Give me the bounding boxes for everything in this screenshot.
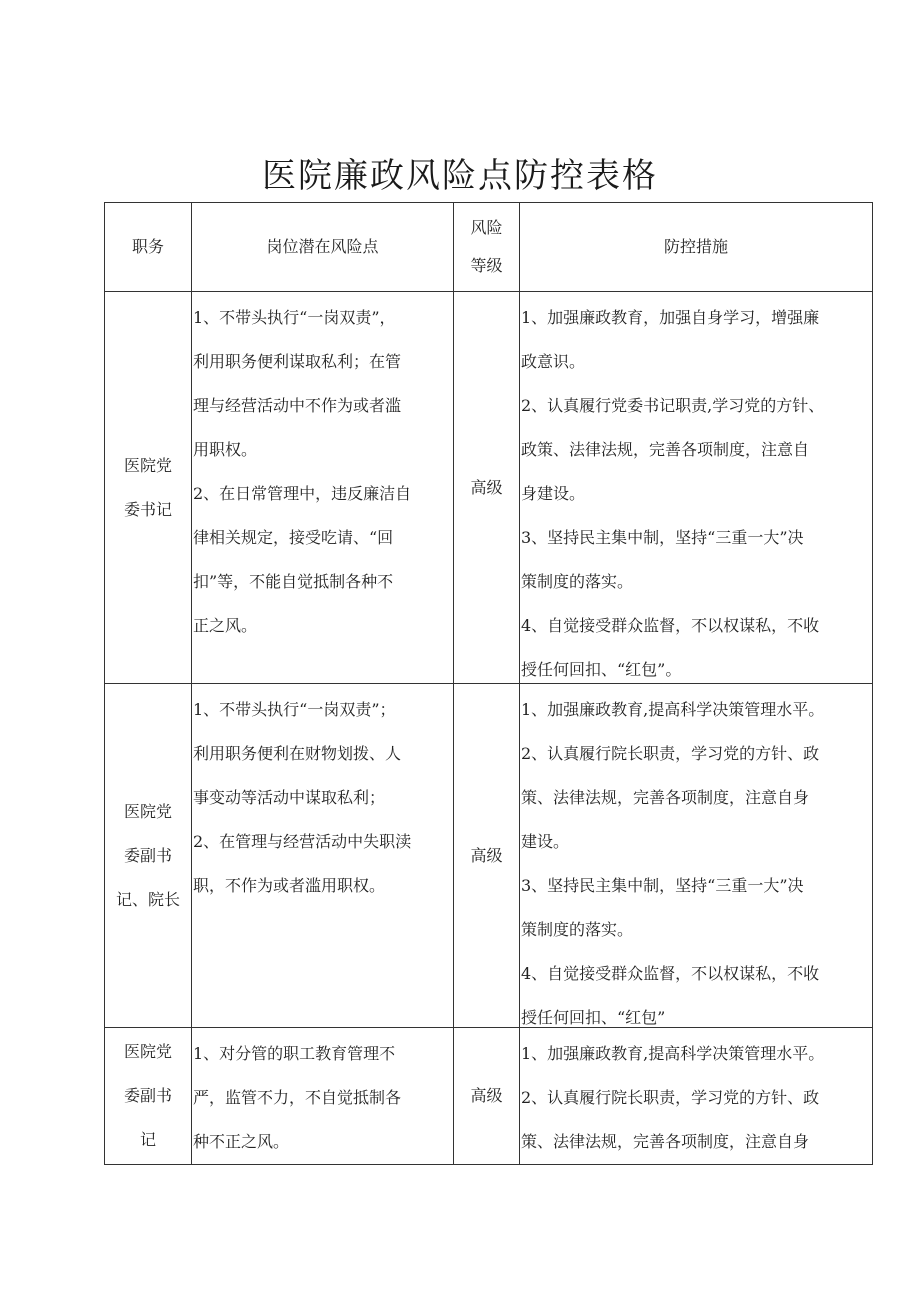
row2-measure-line: 授任何回扣、“红包”	[521, 1008, 666, 1027]
row1-measures	[520, 292, 873, 684]
row2-measures	[520, 684, 873, 1028]
header-risk-points-label: 岗位潜在风险点	[266, 237, 379, 256]
row1-risk-line: 2、在日常管理中，违反廉洁自	[193, 484, 412, 503]
row3-measures	[520, 1028, 873, 1165]
row2-risk-line: 职，不作为或者滥用职权。	[193, 876, 386, 895]
row1-measure-line: 4、自觉接受群众监督，不以权谋私，不收	[521, 616, 820, 635]
row1-risk-line: 1、不带头执行“一岗双责”，	[193, 308, 396, 327]
row2-measure-line: 策制度的落实。	[521, 920, 634, 939]
header-risk-level	[454, 203, 520, 292]
row2-measure-line: 1、加强廉政教育,提高科学决策管理水平。	[521, 700, 825, 719]
row2-position-line: 医院党	[123, 801, 172, 821]
row1-measure-line: 3、坚持民主集中制，坚持“三重一大”决	[521, 528, 804, 547]
row2-risk-level	[454, 684, 520, 1028]
row2-measure-line: 4、自觉接受群众监督，不以权谋私，不收	[521, 964, 820, 983]
risk-control-table	[104, 202, 873, 1165]
row1-risk-line: 正之风。	[193, 616, 258, 635]
row3-position	[105, 1028, 192, 1165]
row1-risk-line: 律相关规定，接受吃请、“回	[193, 528, 394, 547]
header-risk-points	[192, 203, 454, 292]
row2-position	[105, 684, 192, 1028]
row1-measure-line: 政意识。	[521, 352, 586, 371]
row1-measure-line: 2、认真履行党委书记职责,学习党的方针、	[521, 396, 825, 415]
header-measures-label: 防控措施	[663, 237, 728, 256]
row2-measure-line: 3、坚持民主集中制，坚持“三重一大”决	[521, 876, 804, 895]
row1-level-value: 高级	[470, 477, 503, 497]
row2-position-line: 记、院长	[115, 889, 180, 909]
row2-risk-line: 1、不带头执行“一岗双责”；	[193, 700, 396, 719]
row1-measure-line: 策制度的落实。	[521, 572, 634, 591]
header-measures	[520, 203, 873, 292]
row1-risk-line: 理与经营活动中不作为或者滥	[193, 396, 402, 415]
row1-risk-line: 利用职务便利谋取私利；在管	[193, 352, 402, 371]
row3-measure-line: 2、认真履行院长职责，学习党的方针、政	[521, 1088, 820, 1107]
row1-measure-line: 政策、法律法规，完善各项制度，注意自	[521, 440, 810, 459]
row3-risk-line: 种不正之风。	[193, 1132, 290, 1151]
row3-level-value: 高级	[470, 1086, 503, 1105]
row1-position-line: 委书记	[123, 499, 172, 519]
row1-measure-line: 1、加强廉政教育，加强自身学习，增强廉	[521, 308, 820, 327]
row3-measure-line: 策、法律法规，完善各项制度，注意自身	[521, 1132, 810, 1151]
row3-risk-level	[454, 1028, 520, 1165]
row2-risk-line: 利用职务便利在财物划拨、人	[193, 744, 402, 763]
row2-risk-line: 事变动等活动中谋取私利；	[193, 788, 386, 807]
row2-level-value: 高级	[470, 845, 503, 865]
row2-position-line: 委副书	[123, 845, 172, 865]
row1-risk-level	[454, 292, 520, 684]
row3-measure-line: 1、加强廉政教育,提高科学决策管理水平。	[521, 1044, 825, 1063]
row3-risk-points	[192, 1028, 454, 1165]
row1-risk-points	[192, 292, 454, 684]
row1-position	[105, 292, 192, 684]
row2-measure-line: 策、法律法规，完善各项制度，注意自身	[521, 788, 810, 807]
row3-position-line: 委副书	[123, 1086, 172, 1105]
header-risk-level-line1: 风险	[470, 218, 503, 237]
row1-risk-line: 扣”等，不能自觉抵制各种不	[193, 572, 394, 591]
row2-risk-line: 2、在管理与经营活动中失职渎	[193, 832, 412, 851]
row1-measure-line: 授任何回扣、“红包”。	[521, 660, 682, 679]
row3-position-line: 医院党	[123, 1042, 172, 1061]
row2-risk-points	[192, 684, 454, 1028]
row3-risk-line: 严，监管不力，不自觉抵制各	[193, 1088, 402, 1107]
row1-risk-line: 用职权。	[193, 440, 258, 459]
row1-position-line: 医院党	[123, 455, 172, 475]
row3-position-line: 记	[139, 1130, 156, 1149]
row3-risk-line: 1、对分管的职工教育管理不	[193, 1044, 396, 1063]
header-position-label: 职务	[131, 237, 164, 256]
header-risk-level-line2: 等级	[470, 256, 503, 275]
header-position	[105, 203, 192, 292]
page-title: 医院廉政风险点防控表格	[262, 156, 658, 196]
row1-measure-line: 身建设。	[521, 484, 586, 503]
row2-measure-line: 建设。	[521, 832, 570, 851]
row2-measure-line: 2、认真履行院长职责，学习党的方针、政	[521, 744, 820, 763]
